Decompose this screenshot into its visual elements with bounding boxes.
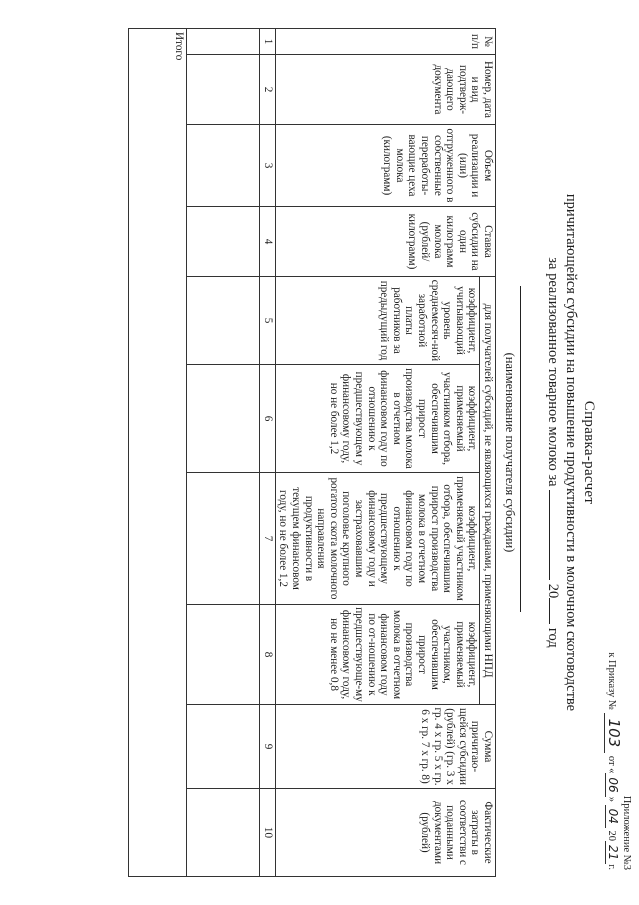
period-blank-1	[549, 490, 550, 580]
order-number: 103	[604, 713, 623, 754]
header-col-9: Сумма причитаю-щейся субсидии (рублей) (гр. 3 х гр. 4 х гр. 5 х гр. 6 х гр. 7 х гр. 8)	[275, 705, 495, 789]
column-number: 1	[259, 29, 275, 55]
column-number: 6	[259, 365, 275, 473]
column-number: 4	[259, 207, 275, 277]
column-number-row	[259, 29, 275, 877]
header-row-1	[480, 29, 496, 877]
order-year: 21	[605, 841, 620, 864]
table-cell	[186, 125, 259, 207]
table-cell	[186, 473, 259, 605]
order-day: 06	[605, 773, 620, 796]
column-number: 10	[259, 789, 275, 877]
table-cell	[186, 207, 259, 277]
column-number: 9	[259, 705, 275, 789]
period-year-prefix: 20	[545, 583, 561, 599]
header-col-5: коэффициент, учитывающий уровень среднемесяч-ной заработной платы работников за предыдущий год	[275, 277, 480, 365]
header-col-8: коэффициент, применяемый участником, обеспечившим прирост производства молока в отчетном финансовом году по от-ношению к предшествующе-му финансовому году, но не менее 0,8	[275, 605, 480, 705]
appendix-order-line	[605, 650, 623, 870]
header-col-7: коэффициент, применяемый участником отбора, обеспечившим прирост производства молока в отчетном финансовом году по отношению к предшествующему финансовому году и застраховавшим поголовье крупного рогатого скота молочного направления продуктивности в текущем финансовом году, но не более 1,2	[275, 473, 480, 605]
column-number: 8	[259, 605, 275, 705]
period-line	[544, 0, 561, 905]
recipient-caption: (наименование получателя субсидии)	[503, 352, 517, 553]
header-col-2: Номер, дата и вид подтверж-дающего документа	[275, 55, 495, 125]
header-col-1: № п/п	[275, 29, 495, 55]
document-title: Справка-расчет	[581, 400, 597, 505]
recipient-blank-line	[520, 286, 521, 612]
table-cell	[186, 55, 259, 125]
header-group: для получателей субсидий, не являющихся гражданами, применяющими НПД	[480, 277, 496, 705]
period-blank-2	[549, 598, 550, 624]
header-col-3: Объем реализации и (или) отгруженного в собственные переработы-вающие цеха молока (килограмм)	[275, 125, 495, 207]
order-prefix: к Приказу №	[606, 652, 617, 710]
total-label: Итого	[128, 29, 186, 877]
appendix-block	[605, 650, 633, 870]
column-number: 5	[259, 277, 275, 365]
period-prefix: за реализованное товарное молоко за	[545, 257, 561, 487]
table-row	[186, 29, 259, 877]
header-col-10: Фактические затраты в соответстви с поданными документами (рублей)	[275, 789, 495, 877]
table-cell	[186, 605, 259, 705]
period-suffix: год	[545, 627, 561, 648]
order-year-prefix: 20	[606, 830, 617, 841]
order-month: 04	[605, 805, 620, 828]
column-number: 2	[259, 55, 275, 125]
order-day-close: »	[606, 796, 617, 802]
order-date-prefix: от «	[606, 755, 617, 774]
header-col-4: Ставка субсидии на один килограмм молока (рублей/ килограмм)	[275, 207, 495, 277]
table-cell	[186, 705, 259, 789]
column-number: 7	[259, 473, 275, 605]
document-subtitle: причитающейся субсидии на повышение продуктивности в молочном скотоводстве	[563, 193, 579, 712]
order-year-end: г.	[606, 864, 617, 870]
column-number: 3	[259, 125, 275, 207]
header-col-6: коэффициент, применяемый участником отбора, обеспечившим прирост производства молока в отчетном финансовом году по отношению к предшествующем у финансовому году, но не более 1,2	[275, 365, 480, 473]
subsidy-table	[128, 28, 496, 877]
total-row	[128, 29, 186, 877]
table-cell	[186, 277, 259, 365]
table-cell	[186, 789, 259, 877]
table-cell	[186, 29, 259, 55]
appendix-title: Приложение №3	[621, 795, 632, 870]
table-cell	[186, 365, 259, 473]
